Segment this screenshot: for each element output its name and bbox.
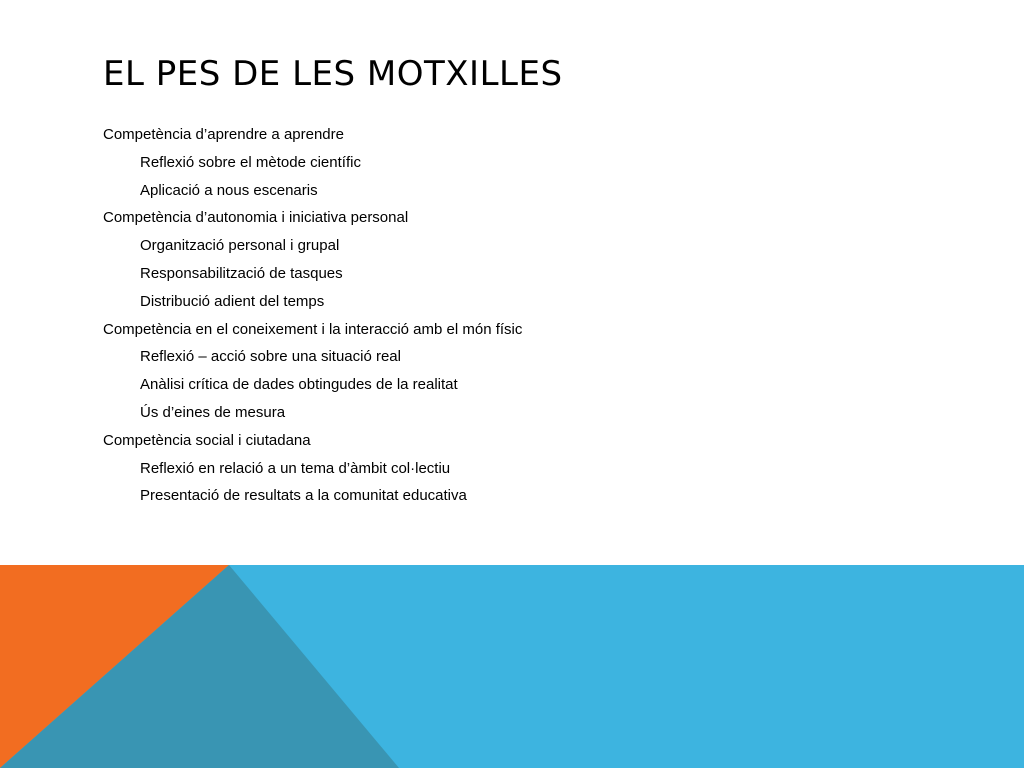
- slide-title: EL PES DE LES MOTXILLES: [103, 54, 563, 94]
- list-item: Aplicació a nous escenaris: [140, 181, 318, 199]
- list-item: Anàlisi crítica de dades obtingudes de la realitat: [140, 376, 458, 394]
- list-item: Distribució adient del temps: [140, 292, 325, 310]
- list-item: Competència d’autonomia i iniciativa personal: [103, 209, 409, 227]
- list-item: Reflexió – acció sobre una situació real: [140, 348, 401, 366]
- list-item: Reflexió sobre el mètode científic: [140, 153, 361, 171]
- list-item: Ús d’eines de mesura: [140, 403, 286, 421]
- list-item: Competència d’aprendre a aprendre: [103, 126, 344, 143]
- slide-content-list: [103, 124, 522, 513]
- list-item: Competència en el coneixement i la interacció amb el món físic: [103, 320, 523, 338]
- list-item: Presentació de resultats a la comunitat educativa: [140, 487, 467, 505]
- list-item: Reflexió en relació a un tema d’àmbit col·lectiu: [140, 459, 451, 477]
- list-item: Responsabilització de tasques: [140, 264, 343, 282]
- decorative-footer-shapes: [0, 565, 1024, 768]
- list-item: Organització personal i grupal: [140, 237, 340, 255]
- list-item: Competència social i ciutadana: [103, 431, 311, 449]
